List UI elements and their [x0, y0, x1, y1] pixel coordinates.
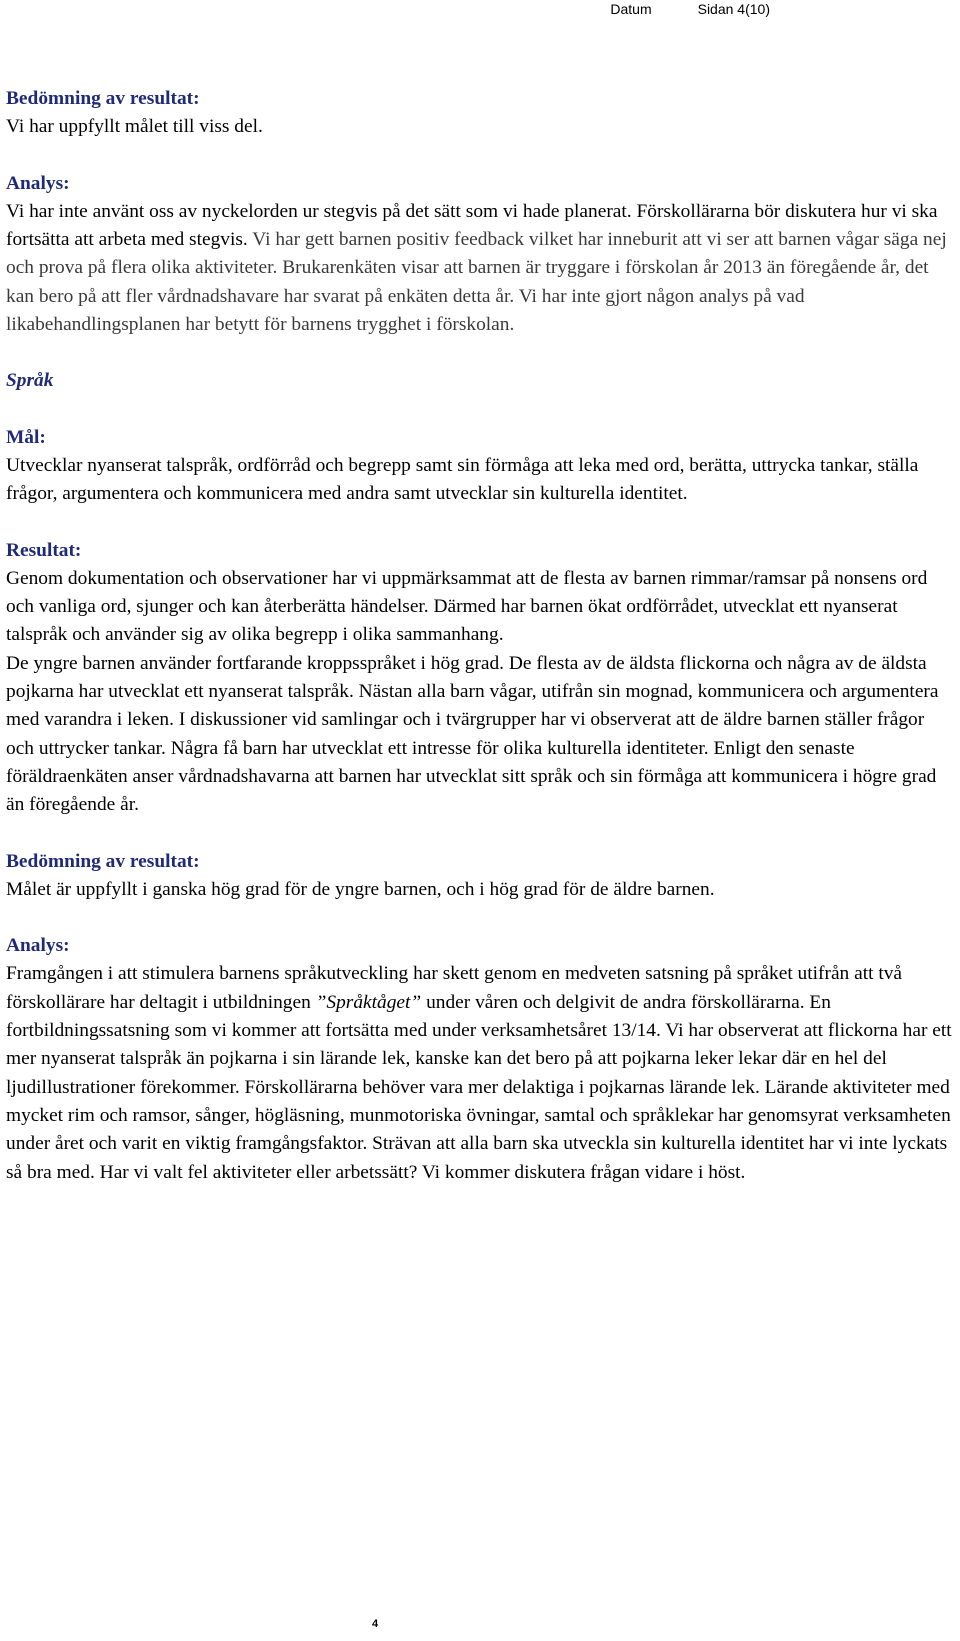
page-indicator: Sidan 4(10): [697, 1, 770, 17]
section-text: Målet är uppfyllt i ganska hög grad för de yngre barnen, och i hög grad för de äldre barnen.: [6, 878, 715, 900]
date-label: Datum: [610, 1, 652, 17]
section-text: Genom dokumentation och observationer har vi uppmärksammat att de flesta av barnen rimmar/ramsar på nonsens ord och vanliga ord, sjunger och kan återberätta händelser. Därmed har barnen ökat ordförrådet, utvecklat ett nyanserat talspråk och använder sig av olika begrepp i olika sammanhang.: [6, 567, 928, 646]
section-goal: [6, 424, 956, 509]
section-text: [6, 960, 956, 1186]
section-heading: Mål:: [6, 426, 46, 448]
section-heading: Analys:: [6, 935, 70, 957]
section-text: Vi har uppfyllt målet till viss del.: [6, 116, 263, 138]
section-text: De yngre barnen använder fortfarande kroppsspråket i hög grad. De flesta av de äldsta flickorna och några av de äldsta pojkarna har utvecklat ett nyanserat talspråk. Nästan alla barn vågar, utifrån sin mognad, kommunicera och argumentera med varandra i leken. I diskussioner vid samlingar och i tvärgrupper har vi observerat att de äldre barnen ställer frågor och uttrycker tankar. Några få barn har utvecklat ett intresse för olika kulturella identiteter. Enligt den senaste föräldraenkäten anser vårdnadshavarna att barnen har utvecklat sitt språk och sin förmåga att kommunicera i högre grad än föregående år.: [6, 652, 939, 816]
section-result: [6, 537, 956, 820]
course-name: ”Språktåget”: [315, 991, 422, 1013]
paragraph-part: Vi har inte använt oss av nyckelorden ur stegvis på det sätt som vi hade planerat. Förskollärarna bör diskutera hur vi ska fortsätta att arbeta med stegvis.: [6, 200, 938, 251]
paragraph-part: Vi har gett barnen positiv feedback vilket har inneburit att vi ser att barnen vågar säga nej och prova på flera olika aktiviteter. Brukarenkäten visar att barnen är tryggare i förskolan år 2013 än föregående år, det kan bero på att fler vårdnadshavare har svarat på enkäten detta år. Vi har inte gjort någon analys på vad likabehandlingsplanen har betytt för barnens trygghet i förskolan.: [6, 229, 947, 336]
section-heading: Bedömning av resultat:: [6, 88, 200, 109]
section-heading: Analys:: [6, 172, 70, 194]
section-assessment-1: [6, 85, 956, 142]
paragraph-part: under våren och delgivit de andra förskollärarna. En fortbildningssatsning som vi kommer att fortsätta med under verksamhetsåret 13/14. Vi har observerat att flickorna har ett mer nyanserat talspråk än pojkarna i sin lärande lek, kanske kan det bero på att pojkarna leker lekar där en hel del ljudillustrationer förekommer. Förskollärarna behöver vara mer delaktiga i pojkarnas lärande lek. Lärande aktiviteter med mycket rim och ramsor, sånger, högläsning, munmotoriska övningar, samtal och språklekar har genomsyrat verksamheten under året och varit en viktig framgångsfaktor. Strävan att alla barn ska utveckla sin kulturella identitet har vi inte lyckats så bra med. Har vi valt fel aktiviteter eller arbetssätt? Vi kommer diskutera frågan vidare i höst.: [6, 991, 952, 1183]
page-header: [610, 0, 770, 17]
section-text: [6, 198, 956, 339]
section-analysis-2: [6, 932, 956, 1187]
section-assessment-2: [6, 848, 956, 905]
subject-title: Språk: [6, 370, 54, 392]
section-text: Utvecklar nyanserat talspråk, ordförråd och begrepp samt sin förmåga att leka med ord, berätta, uttrycka tankar, ställa frågor, argumentera och kommunicera med andra samt utvecklar sin kulturella identitet.: [6, 454, 919, 505]
page-number: 4: [372, 1618, 379, 1630]
paragraph-part: Framgången i att stimulera barnens språkutveckling har skett genom en medveten satsning på språket utifrån att två förskollärare har deltagit i utbildningen: [6, 963, 903, 1013]
section-heading: Bedömning av resultat:: [6, 850, 200, 872]
section-heading: Resultat:: [6, 539, 82, 561]
document-body: [6, 85, 956, 1187]
section-analysis-1: [6, 170, 956, 340]
